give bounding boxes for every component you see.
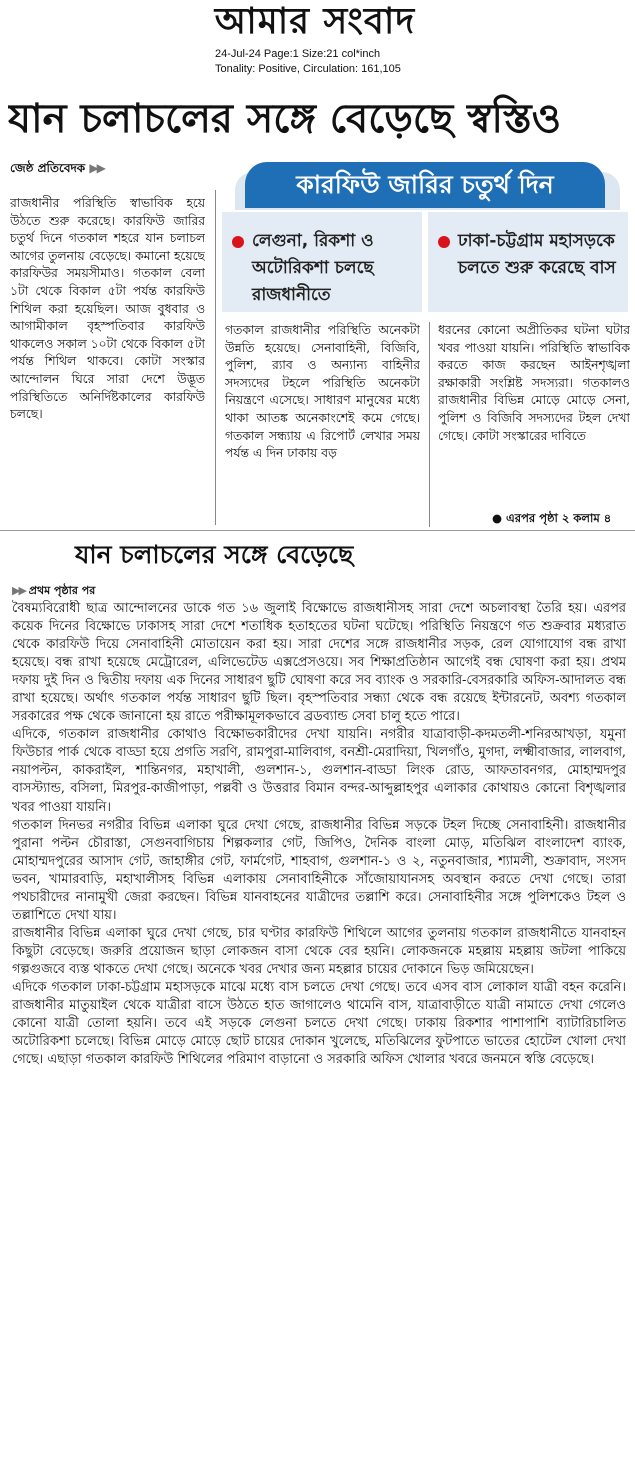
section-divider <box>0 530 635 531</box>
clipping-meta-line-2: Tonality: Positive, Circulation: 161,105 <box>215 63 401 75</box>
column-divider <box>215 190 216 525</box>
kicker-arrows-icon: ▶▶ <box>12 584 25 597</box>
middle-column: গতকাল রাজধানীর পরিস্থিতি অনেকটা উন্নতি হয়েছে। সেনাবাহিনী, বিজিবি, পুলিশ, র‍্যাব ও অন্যান্য বাহিনীর সদস্যদের টহলে পরিস্থিতি অনেকটা নিয়ন্ত্রণে এসেছে। সাধারণ মানুষের মধ্যে থাকা আতঙ্ক অনেকাংশেই কমে গেছে। গতকাল সন্ধ্যায় এ রিপোর্ট লেখার সময় পর্যন্ত এ দিন ঢাকায় বড় <box>225 323 420 461</box>
continued-note: ● এরপর পৃষ্ঠা ২ কলাম ৪ <box>492 511 612 525</box>
highlight-bullet-text: ঢাকা-চট্টগ্রাম মহাসড়কে চলতে শুরু করেছে বাস <box>458 231 616 278</box>
jump-headline: যান চলাচলের সঙ্গে বেড়েছে <box>75 540 354 569</box>
highlight-bullet-1 <box>222 212 422 312</box>
intro-column: রাজধানীর পরিস্থিতি স্বাভাবিক হয়ে উঠতে শুরু করেছে। কারফিউ জারির চতুর্থ দিনে গতকাল শহরে যান চলাচল আগের তুলনায় বেড়েছে। কমানো হয়েছে কারফিউর সময়সীমাও। গতকাল বেলা ১টা থেকে বিকাল ৫টা পর্যন্ত কারফিউ শিথিল করা হয়েছিল। আজ বুধবার ও আগামীকাল বৃহস্পতিবার কারফিউ থাকলেও সকাল ১০টা থেকে বিকাল ৫টা পর্যন্ত শিথিল থাকবে। কোটা সংস্কার আন্দোলন ঘিরে সারা দেশে উদ্ভূত পরিস্থিতিতে অনির্দিষ্টকালের কারফিউ চলছে। <box>10 196 205 422</box>
body-paragraph: এদিকে গতকাল ঢাকা-চট্টগ্রাম মহাসড়কে মাঝে মধ্যে বাস চলতে দেখা গেছে। তবে এসব বাস লোকাল যাত্রী বহন করেনি। রাজধানীর মাতুয়াইল থেকে যাত্রীরা বাসে উঠতে হাত জাগালেও থামেনি বাস, যাত্রাবাড়ীতে যাত্রী নামাতে দেখা গেলেও কোনো যাত্রী তোলা হয়নি। তবে এই সড়কে লেগুনা চলতে দেখা গেছে। ঢাকায় রিকশার পাশাপাশি ব্যাটারিচালিত অটোরিকশা চলেছে। বিভিন্ন মোড়ে মোড়ে ছোট চায়ের দোকান খুলেছে, মতিঝিলের ফুটপাতে ভাতের হোটেল খোলা দেখা গেছে। এছাড়া গতকাল কারফিউ শিথিলের পরিমাণ বাড়ানো ও সরকারি অফিস খোলার খবরে জনমনে স্বস্তি বেড়েছে। <box>12 979 626 1068</box>
right-column: ধরনের কোনো অপ্রীতিকর ঘটনা ঘটার খবর পাওয়া যায়নি। পরিস্থিতি স্বাভাবিক করতে কাজ করছেন আইনশৃঙ্খলা রক্ষাকারী সংশ্লিষ্ট সদস্যরা। গতকালও রাজধানীর বিভিন্ন মোড়ে মোড়ে সেনা, পুলিশ ও বিজিবি সদস্যদের টহল দেখা গেছে। কোটা সংস্কারের দাবিতে <box>438 323 630 443</box>
red-bullet-icon <box>232 236 244 248</box>
highlight-bullet-text: লেগুনা, রিকশা ও অটোরিকশা চলছে রাজধানীতে <box>252 231 374 305</box>
body-paragraph: গতকাল দিনভর নগরীর বিভিন্ন এলাকা ঘুরে দেখা গেছে, রাজধানীর বিভিন্ন সড়কে টহল দিচ্ছে সেনাবাহিনী। রাজধানীর পুরানা পল্টন চৌরাস্তা, সেগুনবাগিচায় শিল্পকলার গেট, জিপিও, দৈনিক বাংলা মোড়, মতিঝিল বাংলাদেশ ব্যাংক, মোহাম্মদপুরের আসাদ গেট, জাহাঙ্গীর গেট, ফার্মগেট, শাহবাগ, গুলশান-১ ও ২, নতুনবাজার, শ্যামলী, শুক্রাবাদ, সংসদ ভবন, খামারবাড়ি, মহাখালীসহ বিভিন্ন এলাকায় সেনাবাহিনীকে সাঁজোয়াযানসহ অবস্থান করতে দেখা গেছে। তারা পথচারীদের নানামুখী জেরা করছেন। বিভিন্ন যানবাহনের যাত্রীদের তল্লাশি করে। সেনাবাহিনীর সঙ্গে পুলিশকেও টহল ও তল্লাশিতে দেখা যায়। <box>12 817 626 923</box>
column-divider <box>429 322 430 527</box>
jump-kicker <box>12 582 95 601</box>
body-paragraph: এদিকে, গতকাল রাজধানীর কোথাও বিক্ষোভকারীদের দেখা যায়নি। নগরীর যাত্রাবাড়ী-কদমতলী-শনিরআখড়া, যমুনা ফিউচার পার্ক থেকে বাড্ডা হয়ে প্রগতি সরণি, রামপুরা-মালিবাগ, বনশ্রী-মেরাদিয়া, খিলগাঁও, মুগদা, লক্ষ্মীবাজার, লালবাগ, নয়াপল্টন, কাকরাইল, শান্তিনগর, মহাখালী, গুলশান-১, গুলশান-বাড্ডা লিংক রোড, আফতাবনগর, মোহাম্মদপুর বাসস্ট্যান্ড, বসিলা, মিরপুর-কাজীপাড়া, পল্লবী ও উত্তরার বিমান বন্দর-আব্দুল্লাহপুর এলাকার কোথায়ও কোনো বিশৃঙ্খলার খবর পাওয়া যায়নি। <box>12 727 626 815</box>
jump-body <box>12 600 626 1468</box>
red-bullet-icon <box>438 236 450 248</box>
byline-arrows-icon: ▶▶ <box>89 161 104 175</box>
clipping-meta-line-1: 24-Jul-24 Page:1 Size:21 col*inch <box>215 48 381 60</box>
highlight-bullet-2 <box>428 212 628 312</box>
body-paragraph: বৈষম্যবিরোধী ছাত্র আন্দোলনের ডাকে গত ১৬ জুলাই বিক্ষোভে রাজধানীসহ সারা দেশে অচলাবস্থা তৈরি হয়। এরপর কয়েক দিনের বিক্ষোভে ঢাকাসহ সারা দেশে শতাধিক হতাহতের ঘটনা ঘটেছে। পরিস্থিতি নিয়ন্ত্রণে গত শুক্রবার মধ্যরাত থেকে কারফিউ দিয়ে সেনাবাহিনী মোতায়েন করা হয়। সারা দেশের সঙ্গে রাজধানীর সড়ক, রেল যোগাযোগ বন্ধ রাখা হয়েছে। বন্ধ রাখা হয়েছে মেট্রোরেল, এলিভেটেড এক্সপ্রেসওয়ে। সব শিক্ষাপ্রতিষ্ঠান আগেই বন্ধ ঘোষণা করা হয়। প্রথম দফায় দুই দিন ও দ্বিতীয় দফায় এক দিনের সাধারণ ছুটি ঘোষণা করে সব ব্যাংক ও সরকারি-বেসরকারি অফিস-আদালত বন্ধ রাখা হয়েছে। অর্থাৎ গতকাল পর্যন্ত সাধারণ ছুটি ছিল। বৃহস্পতিবার সন্ধ্যা থেকে বন্ধ রয়েছে ইন্টারনেট, অবশ্য গতকাল সরকারের পক্ষ থেকে জানানো হয় রাতে পরীক্ষামূলকভাবে ব্রডব্যান্ড সেবা চালু হতে পারে। <box>12 601 626 725</box>
main-headline: যান চলাচলের সঙ্গে বেড়েছে স্বস্তিও <box>8 96 562 142</box>
byline <box>10 160 104 180</box>
byline-author: জেষ্ঠ প্রতিবেদক <box>10 161 86 175</box>
highlight-banner: কারফিউ জারির চতুর্থ দিন <box>245 162 605 208</box>
kicker-text: প্রথম পৃষ্ঠার পর <box>28 584 96 597</box>
body-paragraph: রাজধানীর বিভিন্ন এলাকা ঘুরে দেখা গেছে, চার ঘণ্টার কারফিউ শিথিলে আগের তুলনায় গতকাল রাজধানীতে যানবাহন কিছুটা বেড়েছে। জরুরি প্রয়োজন ছাড়া লোকজন বাসা থেকে বের হয়নি। লোকজনকে মহল্লায় মহল্লায় জটলা পাকিয়ে গল্পগুজবে ব্যস্ত থাকতে দেখা গেছে। অনেকে খবর দেখার জন্য মহল্লার চায়ের দোকানে ভিড় জমিয়েছেন। <box>12 925 626 977</box>
masthead-logo: আমার সংবাদ <box>214 0 416 42</box>
